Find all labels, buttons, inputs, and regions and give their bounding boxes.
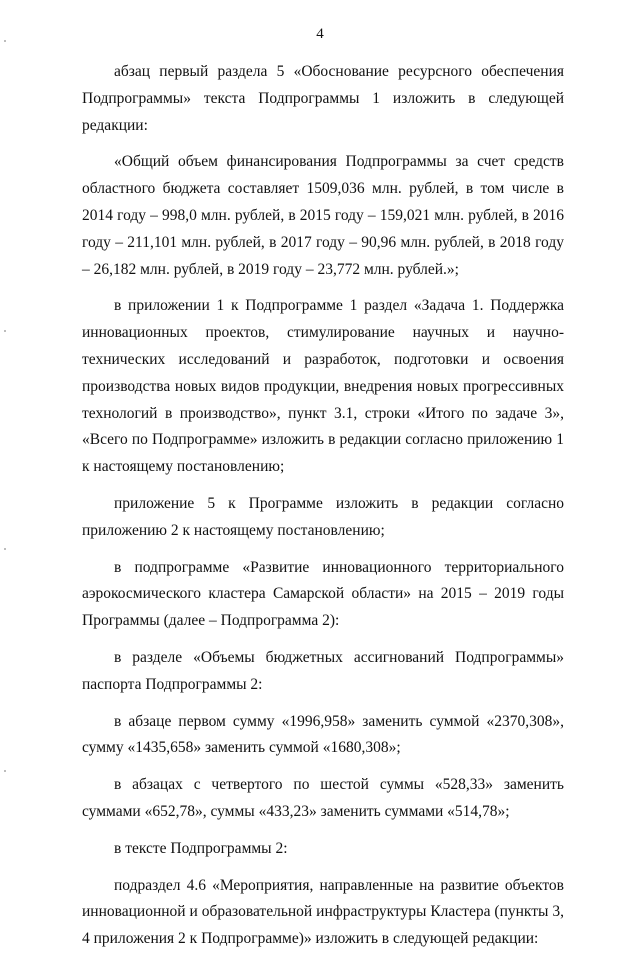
margin-mark	[4, 548, 6, 550]
paragraph-abzac-4-6-sums: в абзацах с четвертого по шестой суммы «528,33» заменить суммами «652,78», суммы «433,23» заменить суммами «514,78»;	[82, 776, 564, 820]
paragraph-subprogram-2-text: в тексте Подпрограммы 2:	[114, 839, 288, 857]
page-number: 4	[316, 26, 324, 42]
paragraph-budget-section: в разделе «Объемы бюджетных ассигнований Подпрограммы» паспорта Подпрограммы 2:	[82, 648, 564, 693]
paragraph-resource-section: абзац первый раздела 5 «Обоснование ресурсного обеспечения Подпрограммы» текста Подпрограммы 1 изложить в следующей редакции:	[82, 63, 564, 134]
margin-mark	[4, 330, 6, 332]
paragraph-financing-amount: «Общий объем финансирования Подпрограммы за счет средств областного бюджета составляет 1509,036 млн. рублей, в том числе в 2014 году – 998,0 млн. рублей, в 2015 году – 159,021 млн. рублей, в 2016 году – 211,101 млн. рублей, в 2017 году – 90,96 млн. рублей, в 2018 году – 26,182 млн. рублей, в 2019 году – 23,772 млн. рублей.»;	[82, 153, 564, 278]
paragraph-appendix-5: приложение 5 к Программе изложить в редакции согласно приложению 2 к настоящему постановлению;	[82, 494, 564, 539]
document-body	[82, 59, 564, 963]
paragraph-subsection-4-6: подраздел 4.6 «Мероприятия, направленные на развитие объектов инновационной и образовательной инфраструктуры Кластера (пункты 3, 4 приложения 2 к Подпрограмме)» изложить в следующей редакции:	[82, 876, 564, 948]
margin-mark	[4, 770, 6, 772]
paragraph-subprogram-2: в подпрограмме «Развитие инновационного территориального аэрокосмического кластера Самарской области» на 2015 – 2019 годы Программы (далее – Подпрограмма 2):	[82, 558, 564, 630]
paragraph-first-abzac-sum: в абзаце первом сумму «1996,958» заменить суммой «2370,308», сумму «1435,658» заменить суммой «1680,308»;	[82, 712, 564, 757]
paragraph-appendix-1-task: в приложении 1 к Подпрограмме 1 раздел «Задача 1. Поддержка инновационных проектов, стимулирование научных и научно-технических исследований и разработок, подготовки и освоения производства новых видов продукции, внедрения новых прогрессивных технологий в производство», пункт 3.1, строки «Итого по задаче 3», «Всего по Подпрограмме» изложить в редакции согласно приложению 1 к настоящему постановлению;	[82, 297, 564, 476]
